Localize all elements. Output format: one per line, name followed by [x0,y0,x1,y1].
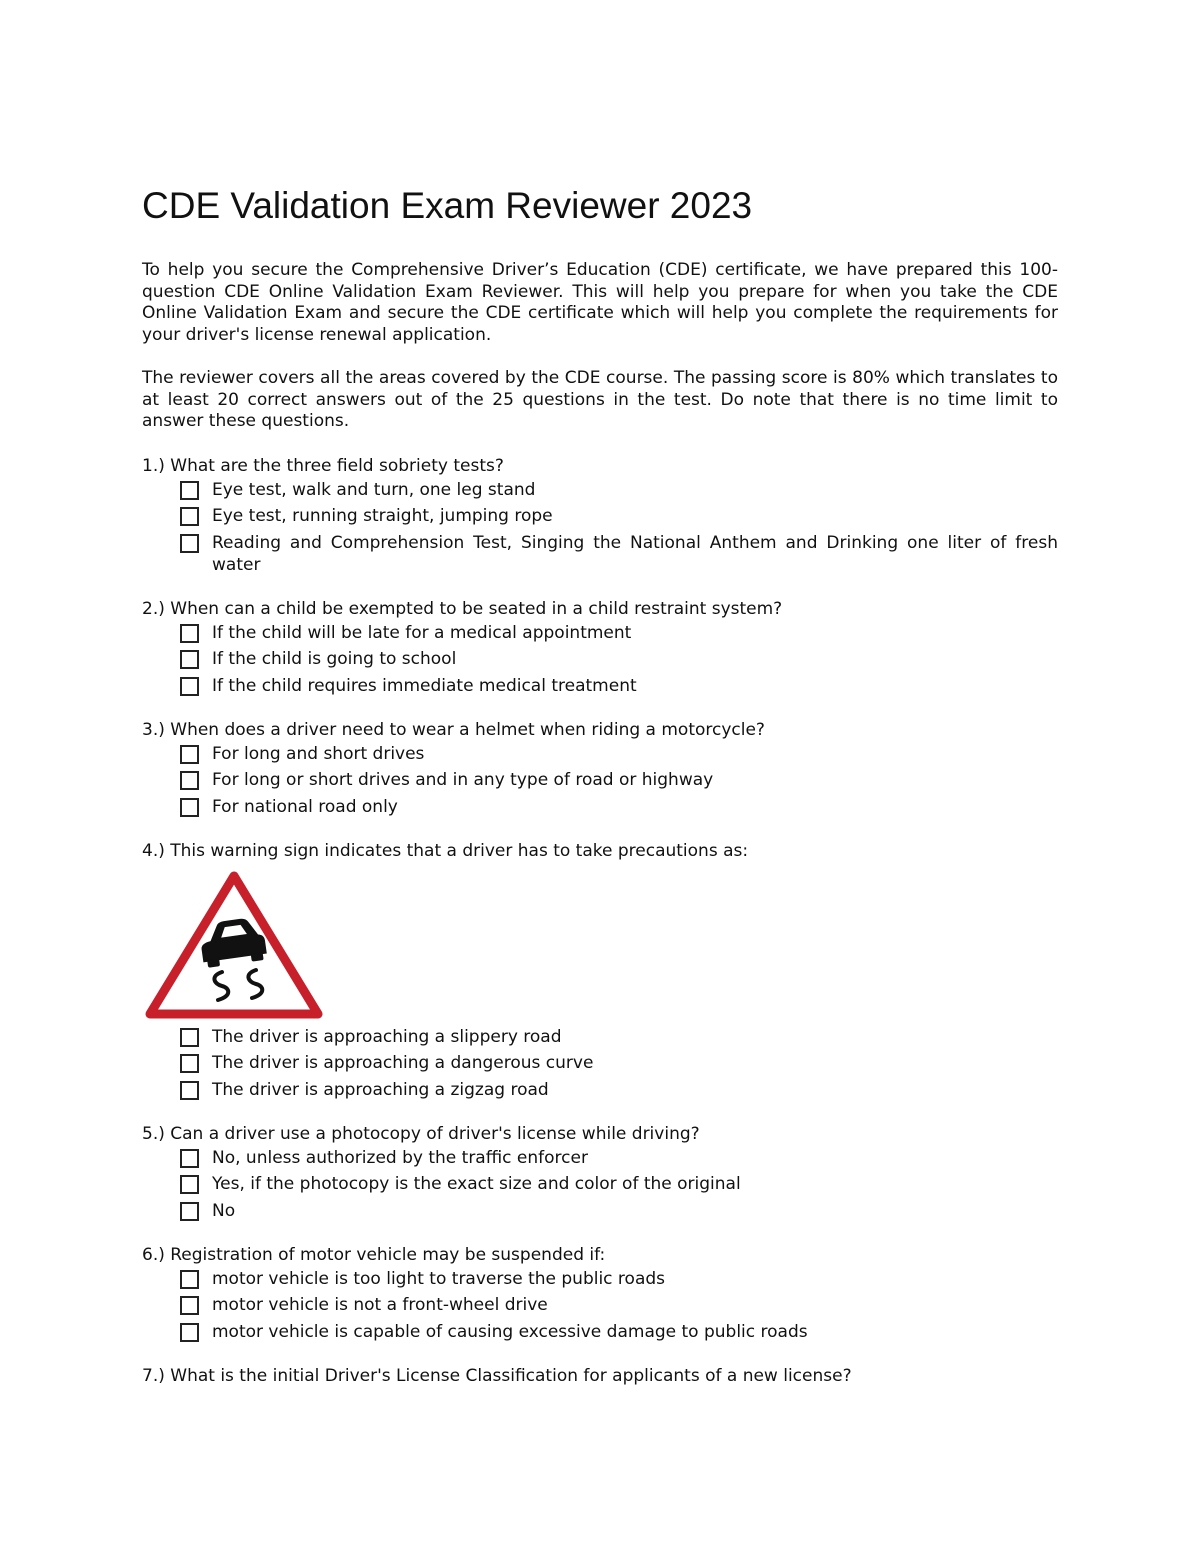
option-label: Yes, if the photocopy is the exact size and color of the original [212,1174,741,1194]
checkbox-icon[interactable] [180,677,199,696]
option-item[interactable] [180,1026,1058,1048]
question-1 [142,455,1058,576]
option-item[interactable] [180,675,1058,697]
option-item[interactable] [180,532,1058,576]
question-text: 2.) When can a child be exempted to be seated in a child restraint system? [142,598,783,619]
checkbox-icon[interactable] [180,1054,199,1073]
option-item[interactable] [180,622,1058,644]
checkbox-icon[interactable] [180,507,199,526]
checkbox-icon[interactable] [180,745,199,764]
question-text: 3.) When does a driver need to wear a helmet when riding a motorcycle? [142,719,765,740]
option-item[interactable] [180,1079,1058,1101]
option-label: The driver is approaching a zigzag road [212,1079,549,1100]
option-item[interactable] [180,1268,1058,1290]
checkbox-icon[interactable] [180,1028,199,1047]
option-label: No [212,1200,236,1221]
question-2 [142,598,1058,697]
question-3 [142,719,1058,818]
question-text: 5.) Can a driver use a photocopy of driver's license while driving? [142,1123,700,1144]
checkbox-icon[interactable] [180,481,199,500]
question-6 [142,1244,1058,1343]
option-item[interactable] [180,479,1058,501]
option-list [180,479,1058,576]
option-label: If the child requires immediate medical treatment [212,675,637,696]
option-item[interactable] [180,743,1058,765]
option-label: Eye test, running straight, jumping rope [212,506,553,526]
option-list [180,743,1058,818]
checkbox-icon[interactable] [180,1081,199,1100]
option-label: No, unless authorized by the traffic enforcer [212,1147,588,1168]
option-item[interactable] [180,1294,1058,1316]
checkbox-icon[interactable] [180,798,199,817]
option-label: For long or short drives and in any type of road or highway [212,770,714,790]
checkbox-icon[interactable] [180,1175,199,1194]
question-4 [142,840,1058,1101]
option-label: The driver is approaching a dangerous curve [212,1053,594,1073]
option-label: For long and short drives [212,743,425,764]
document-content [142,186,1058,1387]
option-label: If the child will be late for a medical appointment [212,622,632,643]
checkbox-icon[interactable] [180,1296,199,1315]
option-item[interactable] [180,1147,1058,1169]
intro-paragraph-1: To help you secure the Comprehensive Driver’s Education (CDE) certificate, we have prepared this 100-question CDE Online Validation Exam Reviewer. This will help you prepare for when you take the CDE Online Validation Exam and secure the CDE certificate which will help you complete the requirements for your driver's license renewal application. [142,260,1058,345]
option-label: Reading and Comprehension Test, Singing the National Anthem and Drinking one liter of fresh water [212,532,1058,575]
question-text: 7.) What is the initial Driver's License Classification for applicants of a new license? [142,1365,852,1386]
option-list [180,1147,1058,1222]
question-7 [142,1365,1058,1387]
option-item[interactable] [180,769,1058,791]
option-list [180,1268,1058,1343]
option-label: motor vehicle is capable of causing excessive damage to public roads [212,1321,808,1342]
option-label: motor vehicle is not a front-wheel drive [212,1295,548,1315]
checkbox-icon[interactable] [180,1202,199,1221]
option-label: For national road only [212,796,398,817]
checkbox-icon[interactable] [180,1270,199,1289]
option-item[interactable] [180,1052,1058,1074]
option-label: Eye test, walk and turn, one leg stand [212,479,536,500]
option-list [180,1026,1058,1101]
option-list [180,622,1058,697]
option-label: motor vehicle is too light to traverse the public roads [212,1268,666,1289]
intro-paragraph-2: The reviewer covers all the areas covered by the CDE course. The passing score is 80% which translates to at least 20 correct answers out of the 25 questions in the test. Do note that there is no time limit to answer these questions. [142,368,1058,431]
option-item[interactable] [180,796,1058,818]
question-text: 6.) Registration of motor vehicle may be suspended if: [142,1244,606,1265]
question-text: 1.) What are the three field sobriety tests? [142,455,504,476]
option-item[interactable] [180,505,1058,527]
option-item[interactable] [180,1200,1058,1222]
document-title: CDE Validation Exam Reviewer 2023 [142,185,753,226]
checkbox-icon[interactable] [180,650,199,669]
checkbox-icon[interactable] [180,771,199,790]
checkbox-icon[interactable] [180,534,199,553]
question-text: 4.) This warning sign indicates that a driver has to take precautions as: [142,840,749,861]
checkbox-icon[interactable] [180,1149,199,1168]
option-item[interactable] [180,1321,1058,1343]
option-item[interactable] [180,1173,1058,1195]
question-5 [142,1123,1058,1222]
checkbox-icon[interactable] [180,1323,199,1342]
option-label: The driver is approaching a slippery road [212,1026,562,1047]
slippery-road-sign-icon [144,868,324,1020]
option-item[interactable] [180,648,1058,670]
option-label: If the child is going to school [212,649,457,669]
checkbox-icon[interactable] [180,624,199,643]
